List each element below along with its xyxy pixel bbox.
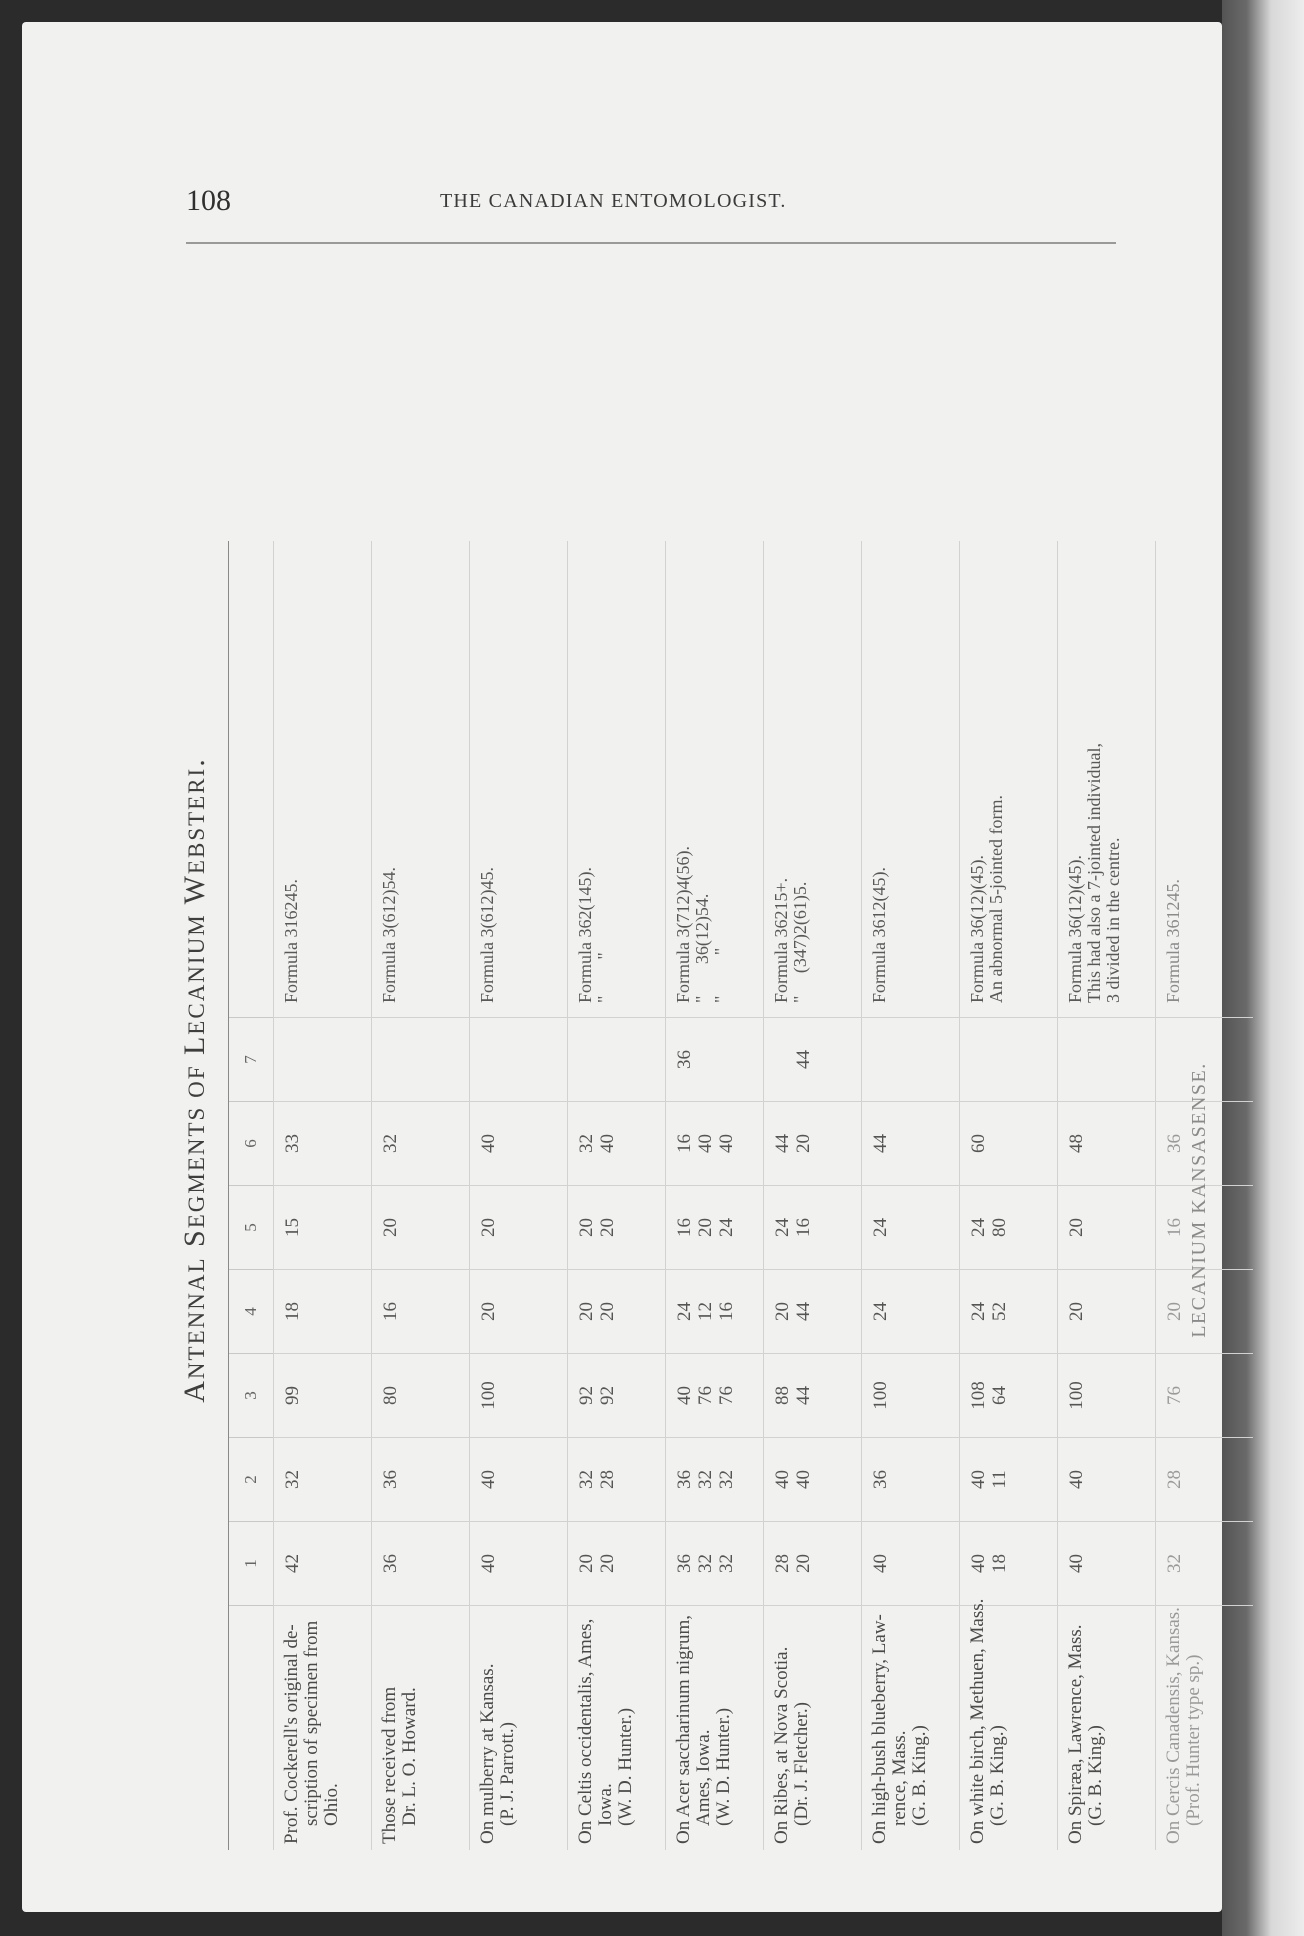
location-line: On Celtis occidentalis, Ames,	[575, 1618, 596, 1844]
remark-line: " 36(12)54.	[692, 893, 712, 1003]
segment-value: 92 92	[576, 1386, 618, 1405]
segment-length-c3	[861, 1353, 959, 1437]
remark-line: " (347)2(61)5.	[790, 881, 810, 1003]
segment-value: 28 20	[772, 1554, 814, 1573]
remark-line: Formula 36(12)(45).	[967, 855, 987, 1003]
segment-length-c2	[273, 1437, 371, 1521]
segment-length-c6	[567, 1101, 665, 1185]
segment-value: 40 11	[968, 1470, 1010, 1489]
segment-length-c1	[1057, 1521, 1155, 1605]
remark-line: Formula 3(712)4(56).	[673, 846, 693, 1003]
segment-length-c5	[273, 1185, 371, 1269]
location-line: On white birch, Methuen, Mass.	[967, 1598, 988, 1844]
table-row-remarks	[665, 541, 763, 1017]
table-row-location	[1155, 1605, 1253, 1850]
column-header: 1	[229, 1521, 273, 1605]
location-line: On mulberry at Kansas.	[477, 1663, 498, 1844]
segment-value: 32 28	[576, 1470, 618, 1489]
segment-length-c7	[763, 1017, 861, 1101]
table-row-remarks	[469, 541, 567, 1017]
column-header: 6	[229, 1101, 273, 1185]
segment-length-c2	[469, 1437, 567, 1521]
segment-length-c4	[469, 1269, 567, 1353]
page-number: 108	[186, 184, 231, 217]
segment-length-c6	[273, 1101, 371, 1185]
segment-value: 20 20	[576, 1218, 618, 1237]
subheading-lecanium-kansasense: LECANIUM KANSASENSE.	[1188, 1062, 1210, 1338]
location-line: (G. B. King.)	[1085, 1725, 1106, 1826]
segment-value: 20	[1164, 1302, 1185, 1321]
table-row-remarks	[763, 541, 861, 1017]
segment-length-c4	[959, 1269, 1057, 1353]
table-title: ANTENNAL SEGMENTS OF LECANIUM WEBSTERI.	[178, 757, 211, 1403]
remark-line: " "	[711, 947, 731, 1003]
table-row-location	[469, 1605, 567, 1850]
table-row-location	[665, 1605, 763, 1850]
column-header: 2	[229, 1437, 273, 1521]
segment-length-c4	[861, 1269, 959, 1353]
segment-value: 20 44	[772, 1302, 814, 1321]
segment-length-c3	[273, 1353, 371, 1437]
location-line: Ames, Iowa.	[693, 1729, 714, 1826]
segment-length-c6	[959, 1101, 1057, 1185]
segment-value: 40	[870, 1554, 891, 1573]
segment-length-c7	[665, 1017, 763, 1101]
segment-length-c5	[959, 1185, 1057, 1269]
segment-length-c5	[1057, 1185, 1155, 1269]
remark-line: Formula 3(612)54.	[379, 867, 399, 1003]
segment-value: 16 20 24	[674, 1218, 737, 1237]
segment-length-c3	[469, 1353, 567, 1437]
segment-value: 28	[1164, 1470, 1185, 1489]
column-header: 7	[229, 1017, 273, 1101]
segment-length-c1	[959, 1521, 1057, 1605]
segment-length-c3	[959, 1353, 1057, 1437]
segment-length-c1	[469, 1521, 567, 1605]
segment-length-c2	[665, 1437, 763, 1521]
segment-length-c1	[763, 1521, 861, 1605]
segment-value: 15	[282, 1218, 303, 1237]
table-row-location	[1057, 1605, 1155, 1850]
segment-value: 33	[282, 1134, 303, 1153]
segment-value: 40	[478, 1470, 499, 1489]
segment-value: 80	[380, 1386, 401, 1405]
segment-length-c5	[371, 1185, 469, 1269]
segment-value: 42	[282, 1554, 303, 1573]
segment-value: 40	[1066, 1554, 1087, 1573]
remark-line: Formula 3(612)45.	[477, 867, 497, 1003]
segment-value: 100	[1066, 1381, 1087, 1410]
segment-length-c7	[861, 1017, 959, 1101]
table-row-remarks	[1057, 541, 1155, 1017]
remark-line: Formula 36215+.	[771, 877, 791, 1003]
segment-value: 48	[1066, 1134, 1087, 1153]
location-line: On Acer saccharinum nigrum,	[673, 1615, 694, 1844]
location-line: On Spiræa, Lawrence, Mass.	[1065, 1624, 1086, 1844]
table-row-remarks	[371, 541, 469, 1017]
remark-line: Formula 316245.	[281, 879, 301, 1003]
segment-value: 20	[478, 1302, 499, 1321]
segment-value: 40 40	[772, 1470, 814, 1489]
segment-length-c2	[861, 1437, 959, 1521]
table-row-remarks	[861, 541, 959, 1017]
segment-length-c6	[371, 1101, 469, 1185]
segment-value: 20	[478, 1218, 499, 1237]
segment-value: 20 20	[576, 1302, 618, 1321]
segment-value: 32 40	[576, 1134, 618, 1153]
segment-value: 36	[380, 1554, 401, 1573]
segment-value: 16	[1164, 1218, 1185, 1237]
table-row-location	[861, 1605, 959, 1850]
location-line: (W. D. Hunter.)	[713, 1707, 734, 1826]
location-line: Dr. L. O. Howard.	[399, 1687, 420, 1826]
remark-line: Formula 361245.	[1163, 879, 1183, 1003]
segment-length-c2	[1057, 1437, 1155, 1521]
segment-value: 100	[870, 1381, 891, 1410]
segment-value: 20	[380, 1218, 401, 1237]
location-line: (W. D. Hunter.)	[615, 1707, 636, 1826]
segment-length-c3	[763, 1353, 861, 1437]
segment-value: 44	[870, 1134, 891, 1153]
segment-value: 40 76 76	[674, 1386, 737, 1405]
segment-value: 44	[793, 1050, 814, 1069]
segment-length-c7	[567, 1017, 665, 1101]
segment-length-c1	[273, 1521, 371, 1605]
column-header: 4	[229, 1269, 273, 1353]
segment-value: 20 20	[576, 1554, 618, 1573]
header-location	[229, 1605, 273, 1850]
segment-value: 24 16	[772, 1218, 814, 1237]
location-line: Prof. Cockerell's original de-	[281, 1624, 302, 1844]
table-row-remarks	[567, 541, 665, 1017]
table-row-remarks	[959, 541, 1057, 1017]
segment-length-c5	[763, 1185, 861, 1269]
location-line: (P. J. Parrott.)	[497, 1722, 518, 1826]
segment-length-c7	[959, 1017, 1057, 1101]
remark-line: Formula 362(145).	[575, 867, 595, 1003]
segment-value: 36	[870, 1470, 891, 1489]
segment-value: 108 64	[968, 1381, 1010, 1410]
segment-length-c2	[567, 1437, 665, 1521]
location-line: Ohio.	[321, 1783, 342, 1826]
remark-line: Formula 36(12)(45).	[1065, 855, 1085, 1003]
segment-length-c3	[665, 1353, 763, 1437]
segment-length-c1	[665, 1521, 763, 1605]
segment-value: 40	[1066, 1470, 1087, 1489]
remark-line: Formula 3612(45).	[869, 867, 889, 1003]
segment-value: 36 32 32	[674, 1470, 737, 1489]
segment-length-c7	[469, 1017, 567, 1101]
segment-value: 40 18	[968, 1554, 1010, 1573]
remark-line: " "	[594, 952, 614, 1003]
segment-length-c1	[861, 1521, 959, 1605]
segment-value: 24 80	[968, 1218, 1010, 1237]
remark-line: This had also a 7-jointed individual,	[1084, 743, 1104, 1003]
segment-value: 32	[1164, 1554, 1185, 1573]
segment-value: 24	[870, 1218, 891, 1237]
location-line: On Cercis Canadensis, Kansas.	[1163, 1607, 1184, 1844]
location-line: (Dr. J. Fletcher.)	[791, 1701, 812, 1826]
segment-length-c3	[567, 1353, 665, 1437]
location-line: (Prof. Hunter type sp.)	[1183, 1654, 1204, 1826]
segment-length-c2	[763, 1437, 861, 1521]
segment-length-c6	[1057, 1101, 1155, 1185]
segment-length-c2	[959, 1437, 1057, 1521]
segment-length-c2	[371, 1437, 469, 1521]
segment-value: 24	[870, 1302, 891, 1321]
table-row-location	[273, 1605, 371, 1850]
segment-length-c5	[861, 1185, 959, 1269]
header-remarks	[229, 541, 273, 1017]
segment-value: 32	[282, 1470, 303, 1489]
segment-length-c1	[371, 1521, 469, 1605]
column-header: 5	[229, 1185, 273, 1269]
segment-value: 36	[1164, 1134, 1185, 1153]
segment-value: 24 12 16	[674, 1302, 737, 1321]
location-line: Iowa.	[595, 1783, 616, 1826]
segment-length-c6	[861, 1101, 959, 1185]
segment-length-c3	[371, 1353, 469, 1437]
segment-value: 100	[478, 1381, 499, 1410]
location-line: rence, Mass.	[889, 1730, 910, 1826]
segment-length-c4	[567, 1269, 665, 1353]
remark-line: 3 divided in the centre.	[1103, 837, 1123, 1003]
table-row-location	[959, 1598, 1057, 1850]
location-line: Those received from	[379, 1686, 400, 1844]
segment-value: 60	[968, 1134, 989, 1153]
segment-value: 36 32 32	[674, 1554, 737, 1573]
segment-value: 32	[380, 1134, 401, 1153]
table-row-location	[763, 1605, 861, 1850]
table-row-remarks	[273, 541, 371, 1017]
segment-value: 40	[478, 1554, 499, 1573]
location-line: scription of specimen from	[301, 1620, 322, 1826]
antennal-segments-table	[228, 541, 1253, 1850]
segment-value: 99	[282, 1386, 303, 1405]
segment-value: 88 44	[772, 1386, 814, 1405]
segment-length-c7	[371, 1017, 469, 1101]
segment-value: 20	[1066, 1302, 1087, 1321]
segment-value: 40	[478, 1134, 499, 1153]
segment-value: 20	[1066, 1218, 1087, 1237]
segment-length-c4	[665, 1269, 763, 1353]
segment-length-c4	[273, 1269, 371, 1353]
header-rule	[186, 242, 1116, 244]
segment-length-c6	[763, 1101, 861, 1185]
segment-length-c7	[273, 1017, 371, 1101]
segment-length-c4	[1057, 1269, 1155, 1353]
table-row-location	[371, 1605, 469, 1850]
segment-value: 24 52	[968, 1302, 1010, 1321]
segment-value: 16 40 40	[674, 1134, 737, 1153]
location-line: On Ribes, at Nova Scotia.	[771, 1646, 792, 1844]
segment-length-c5	[469, 1185, 567, 1269]
rotated-table-block	[178, 280, 1210, 1880]
segment-length-c6	[469, 1101, 567, 1185]
location-line: (G. B. King.)	[909, 1725, 930, 1826]
segment-length-c5	[567, 1185, 665, 1269]
segment-value: 44 20	[772, 1134, 814, 1153]
segment-length-c1	[567, 1521, 665, 1605]
segment-length-c4	[763, 1269, 861, 1353]
segment-length-c5	[665, 1185, 763, 1269]
location-line: (G. B. King.)	[987, 1725, 1008, 1826]
segment-value: 18	[282, 1302, 303, 1321]
column-header: 3	[229, 1353, 273, 1437]
remark-line: An abnormal 5-jointed form.	[986, 795, 1006, 1003]
segment-value: 36	[380, 1470, 401, 1489]
location-line: On high-bush blueberry, Law-	[869, 1614, 890, 1844]
segment-length-c3	[1057, 1353, 1155, 1437]
segment-value: 76	[1164, 1386, 1185, 1405]
segment-length-c7	[1057, 1017, 1155, 1101]
table-row-location	[567, 1605, 665, 1850]
segment-length-c4	[371, 1269, 469, 1353]
segment-value: 36	[674, 1050, 695, 1069]
running-head: THE CANADIAN ENTOMOLOGIST.	[440, 190, 787, 212]
segment-length-c6	[665, 1101, 763, 1185]
segment-value: 16	[380, 1302, 401, 1321]
